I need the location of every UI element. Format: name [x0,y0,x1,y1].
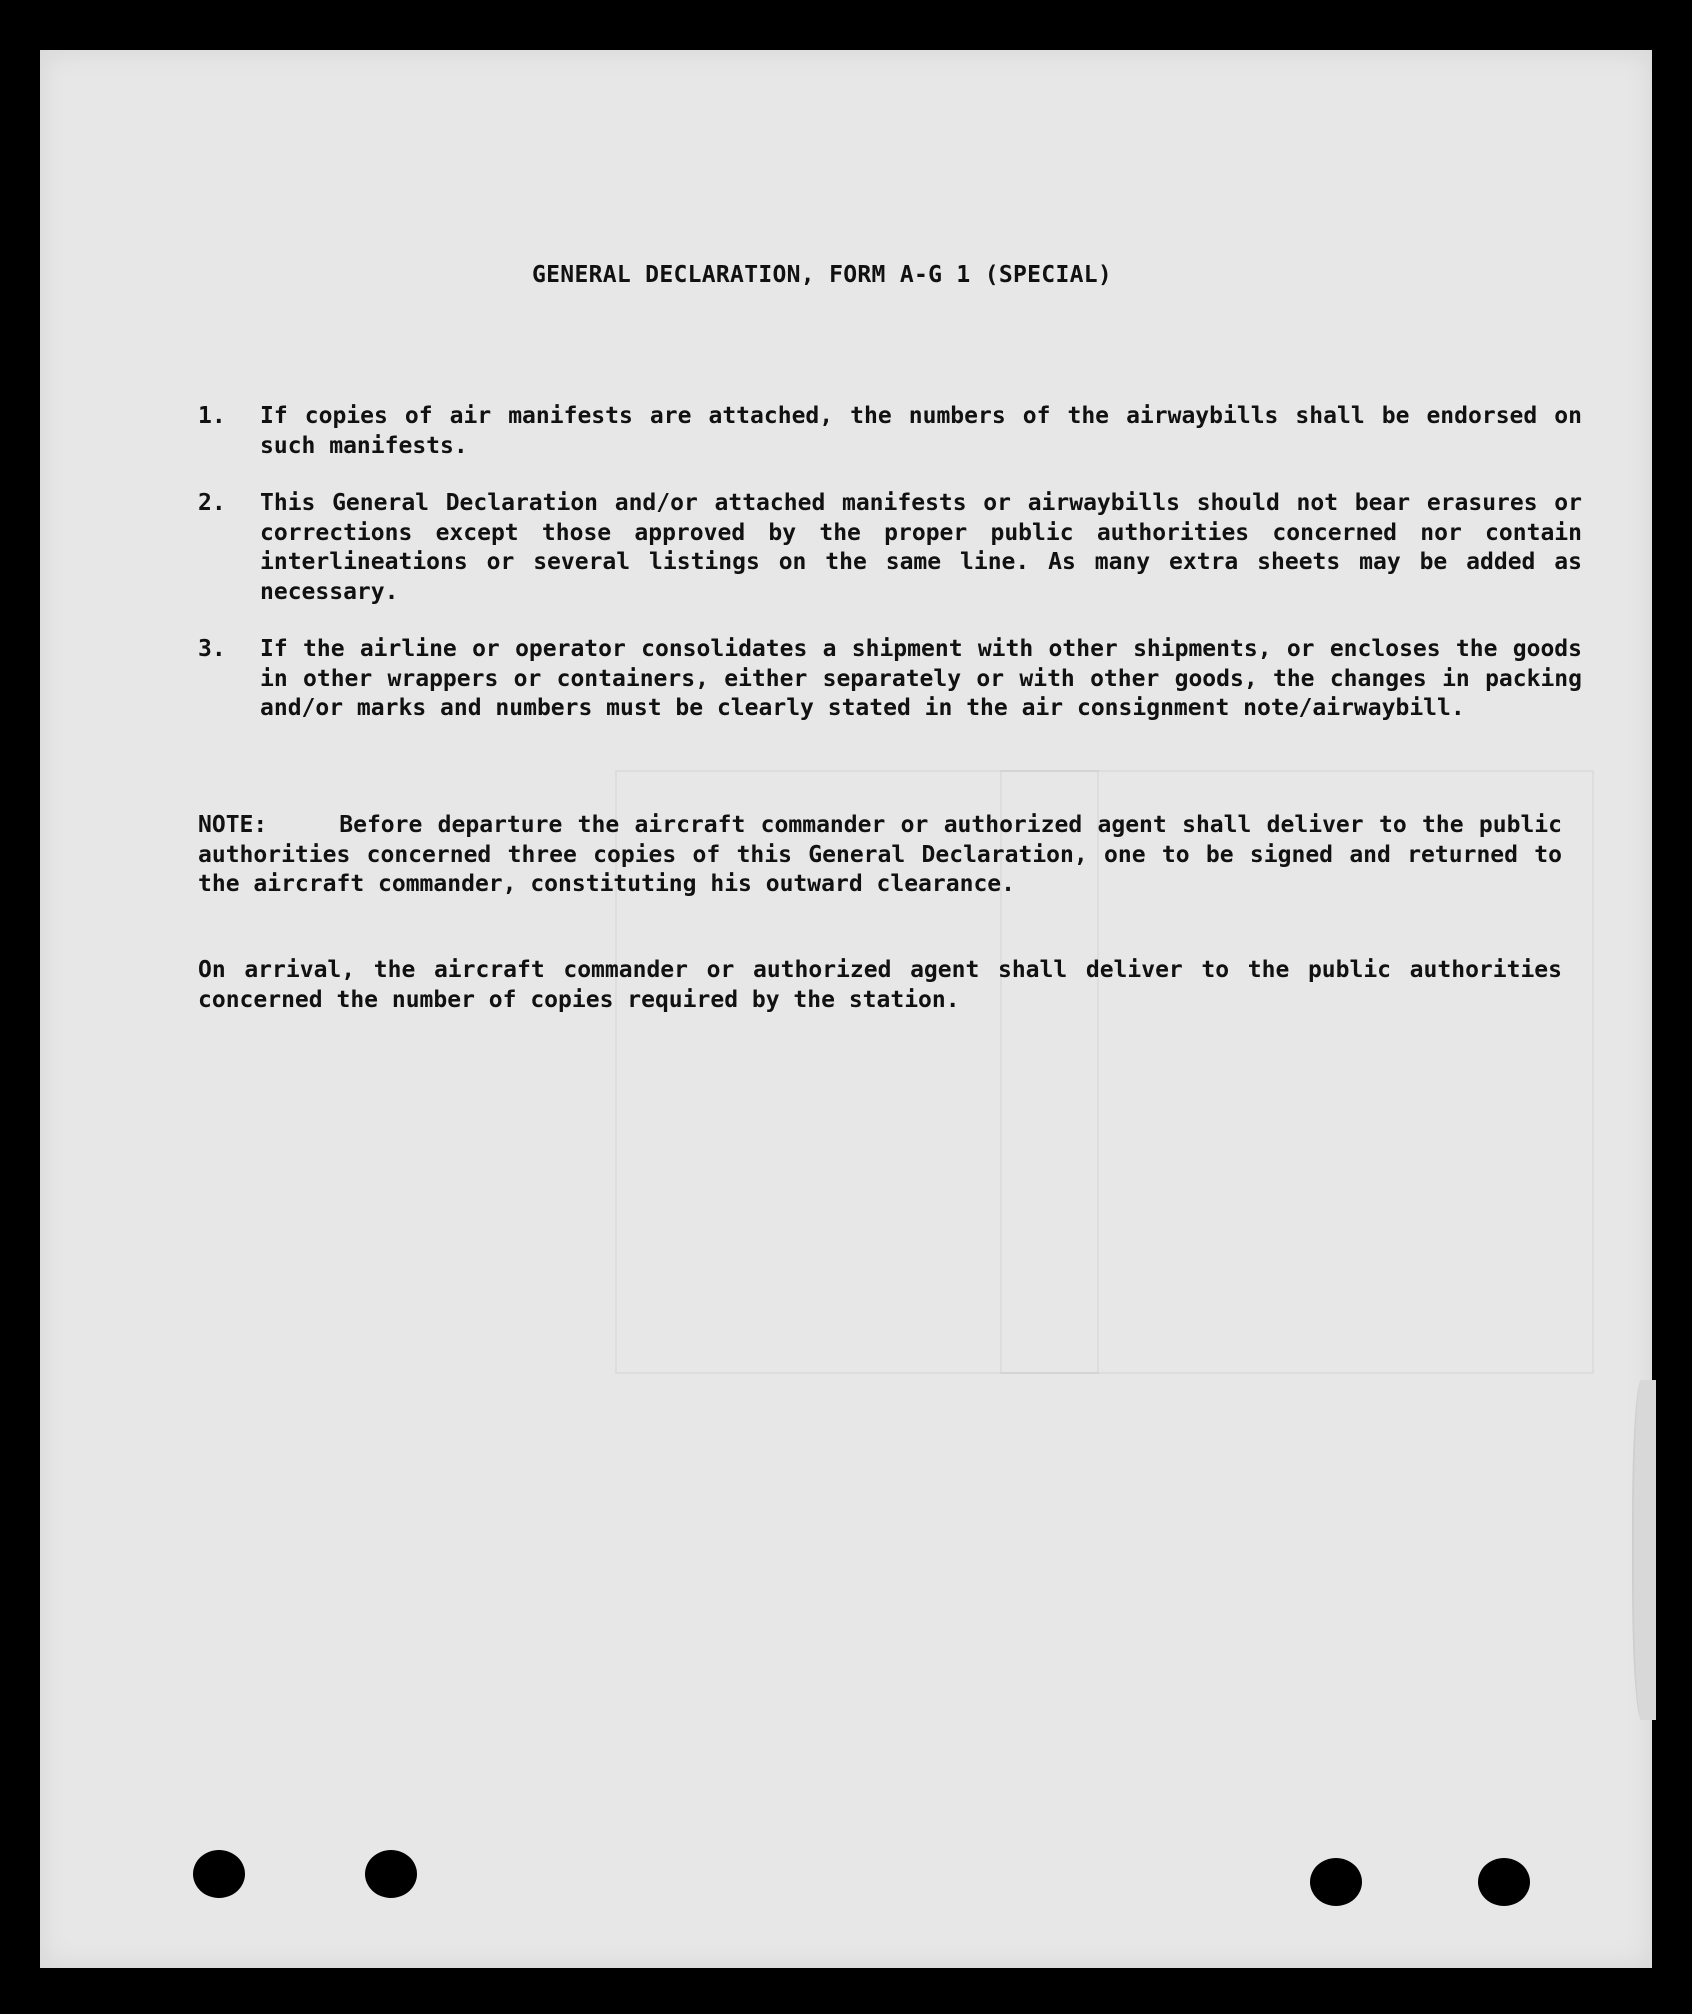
item-text: If the airline or operator consolidates a shipment with other shipments, or encloses the goods in other wrappers or containers, either separately or with other goods, the changes in packing and/or marks and numbers must be clearly stated in the air consignment note/airwaybill. [260,636,1582,721]
torn-edge [1632,1380,1656,1720]
document-page [40,50,1652,1968]
note-text: Before departure the aircraft commander or authorized agent shall deliver to the public authorities concerned three copies of this General Declaration, one to be signed and returned to the aircraft commander, constituting his outward clearance. [198,812,1562,897]
item-number: 1. [198,403,226,429]
note-label: NOTE: [198,812,268,838]
arrival-paragraph: On arrival, the aircraft commander or authorized agent shall deliver to the public authorities concerned the number of copies required by the station. [198,957,1562,1013]
item-number: 2. [198,490,226,516]
punch-hole [1478,1858,1530,1906]
item-number: 3. [198,636,226,662]
note-paragraph [198,811,1562,900]
punch-hole [1310,1858,1362,1906]
item-text: If copies of air manifests are attached, the numbers of the airwaybills shall be endorsed on such manifests. [260,403,1582,459]
page-title: GENERAL DECLARATION, FORM A-G 1 (SPECIAL) [532,262,1113,288]
punch-hole [365,1850,417,1898]
item-text: This General Declaration and/or attached manifests or airwaybills should not bear erasures or corrections except those approved by the proper public authorities concerned nor contain interlineations or several listings on the same line. As many extra sheets may be added as necessary. [260,490,1582,605]
punch-hole [193,1850,245,1898]
